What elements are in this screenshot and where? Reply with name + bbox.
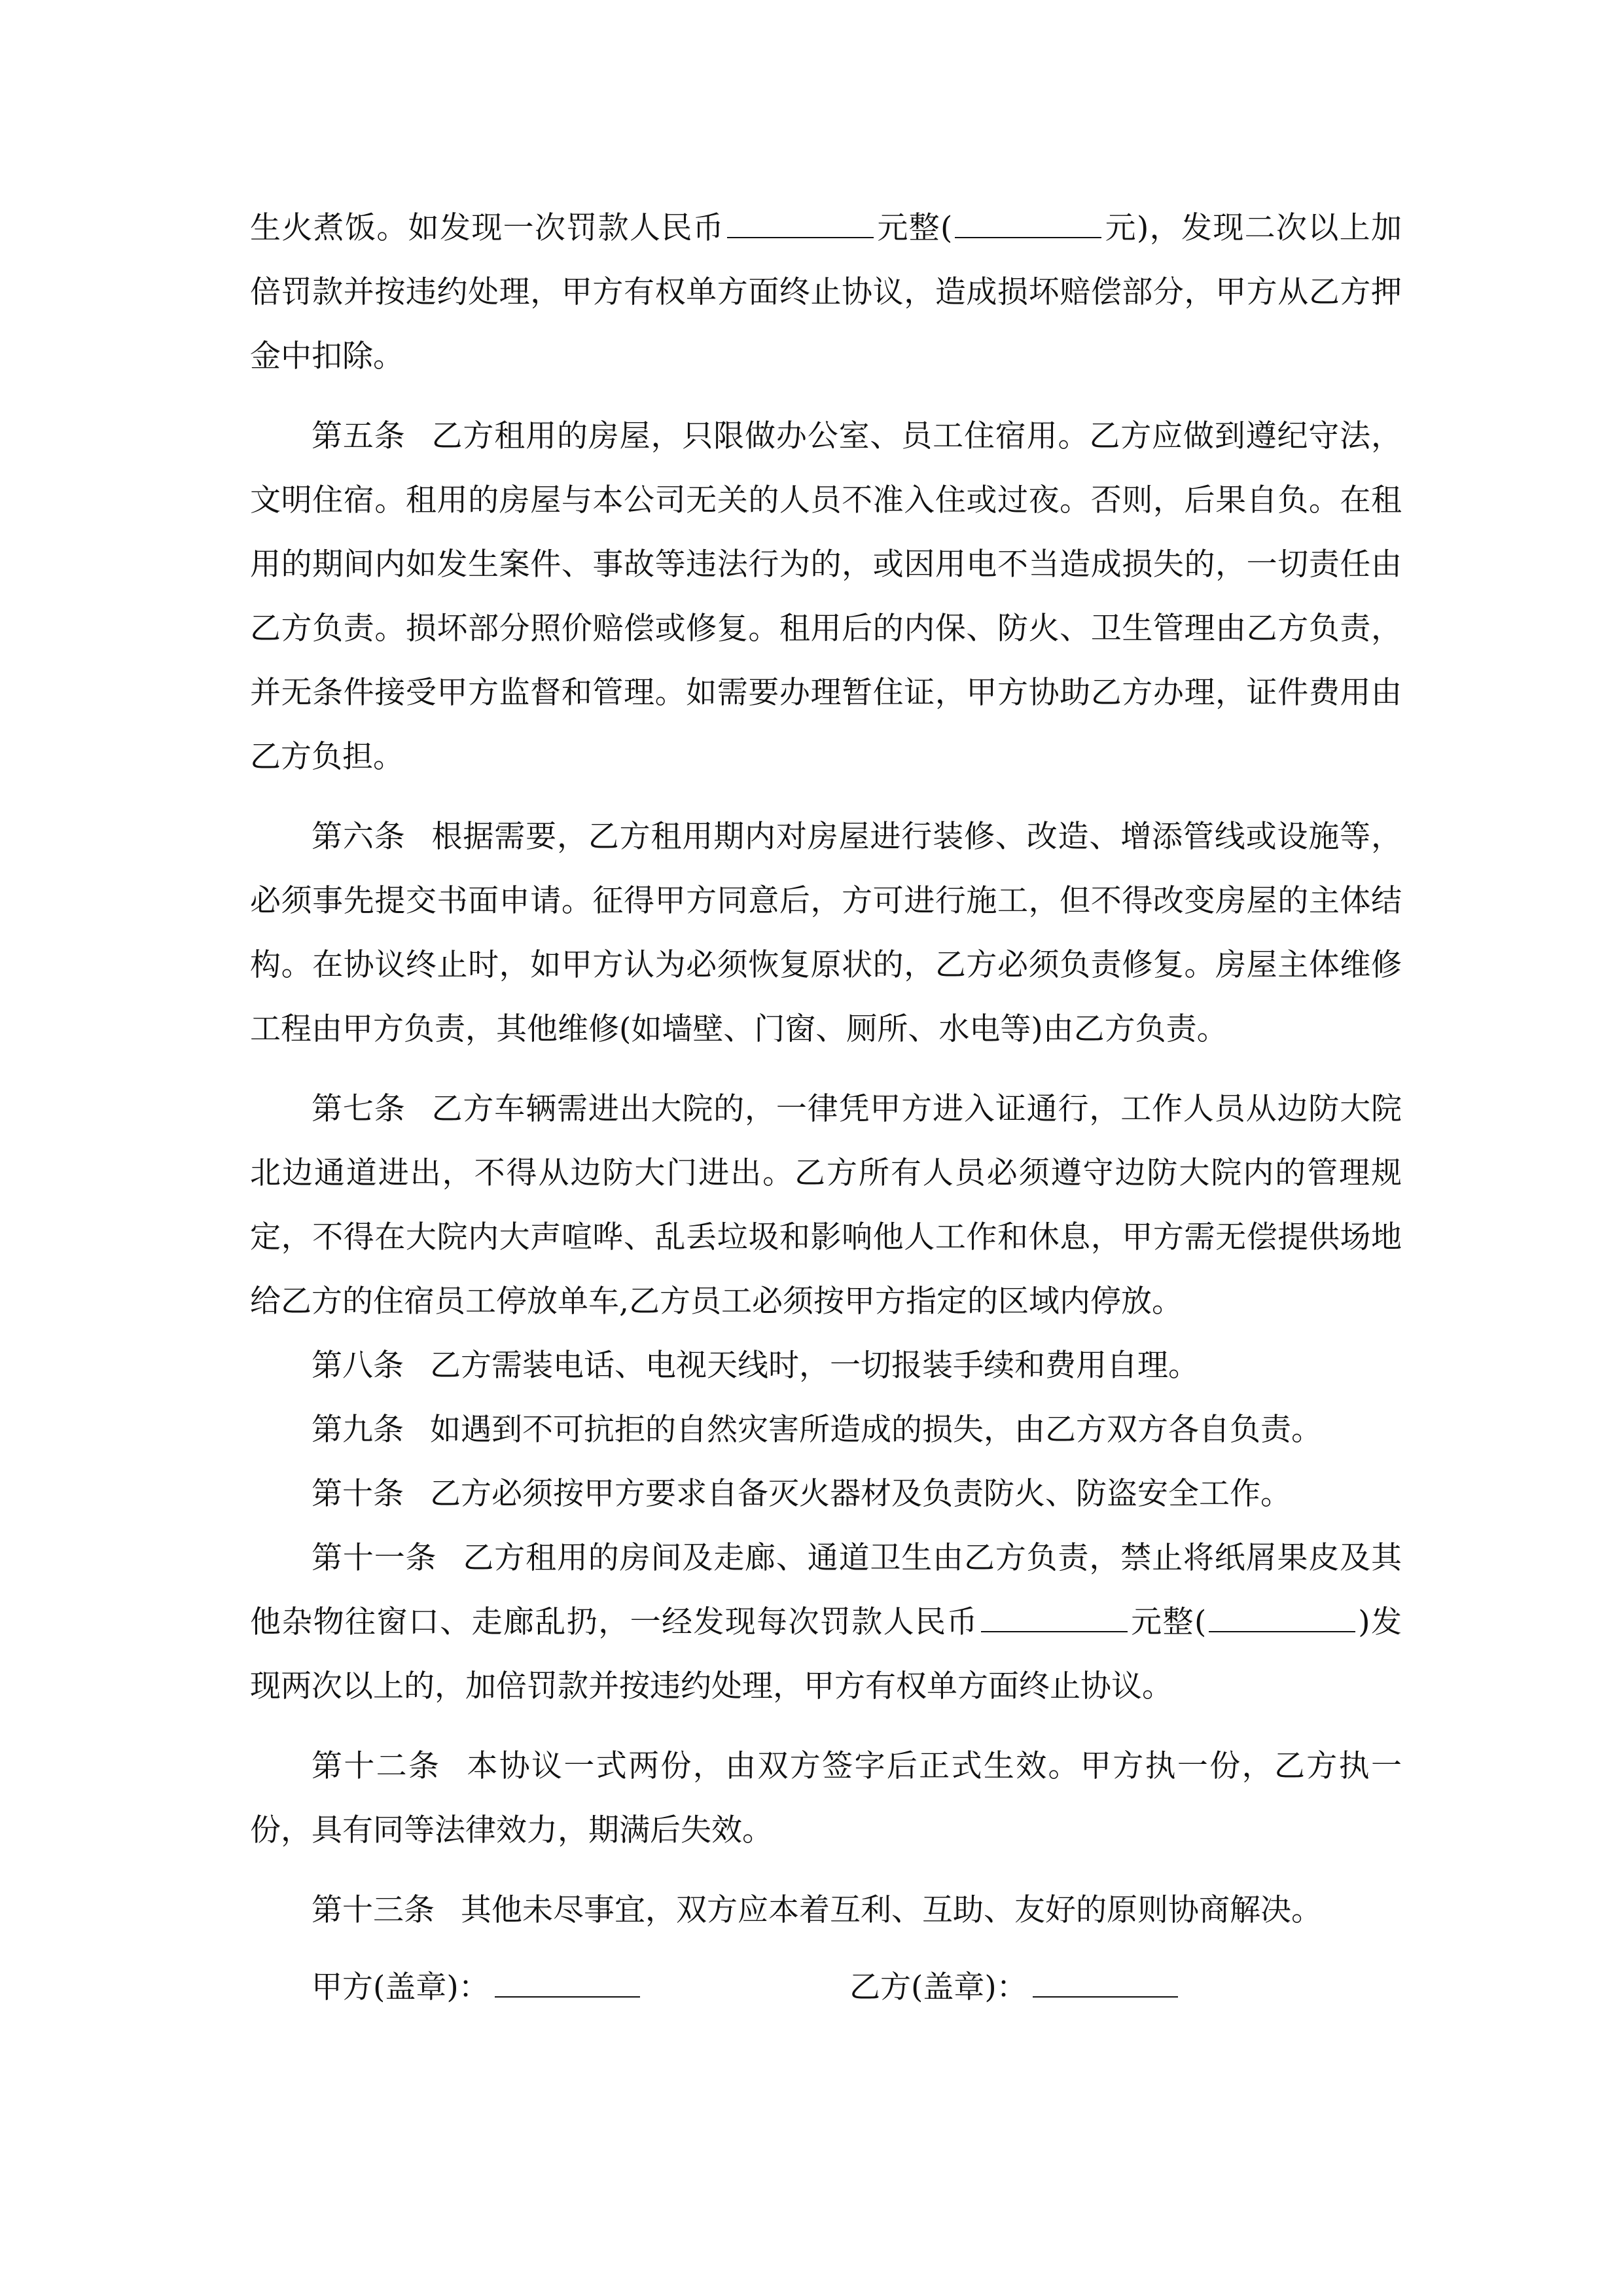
party-b-signature bbox=[849, 1956, 1178, 2020]
article-11-text-c: )发现两次以上的，加倍罚款并按违约处理，甲方有权单方面终止协议。 bbox=[250, 1604, 1402, 1704]
article-12-label: 第十二条 bbox=[312, 1748, 441, 1784]
article-8-label: 第八条 bbox=[312, 1348, 404, 1384]
article-5-text: 乙方租用的房屋，只限做办公室、员工住宿用。乙方应做到遵纪守法，文明住宿。租用的房屋与本公司无关的人员不准入住或过夜。否则，后果自负。在租用的期间内如发生案件、事故等违法行为的，或因用电不当造成损失的，一切责任由乙方负责。损坏部分照价赔偿或修复。租用后的内保、防火、卫生管理由乙方负责，并无条件接受甲方监督和管理。如需要办理暂住证，甲方协助乙方办理，证件费用由乙方负担。 bbox=[250, 418, 1402, 775]
article-9 bbox=[250, 1398, 1402, 1462]
para-top-text-a: 生火煮饭。如发现一次罚款人民币 bbox=[250, 210, 724, 246]
article-6 bbox=[250, 805, 1402, 1062]
fine-amount-blank[interactable] bbox=[727, 207, 874, 238]
article-12-text: 本协议一式两份，由双方签字后正式生效。甲方执一份，乙方执一份，具有同等法律效力，期满后失效。 bbox=[250, 1748, 1402, 1848]
party-b-signature-blank[interactable] bbox=[1033, 1966, 1178, 1998]
article-13-label: 第十三条 bbox=[312, 1892, 435, 1928]
party-a-signature bbox=[312, 1956, 640, 2020]
article-8 bbox=[250, 1334, 1402, 1398]
article-5 bbox=[250, 404, 1402, 789]
article-11-text-b: 元整( bbox=[1130, 1604, 1207, 1640]
article-12 bbox=[250, 1734, 1402, 1863]
fine-amount-figure-blank[interactable] bbox=[955, 207, 1101, 238]
article-5-label: 第五条 bbox=[312, 418, 406, 454]
article-6-label: 第六条 bbox=[312, 819, 406, 855]
article-7 bbox=[250, 1077, 1402, 1334]
article-9-label: 第九条 bbox=[312, 1412, 404, 1448]
article-10 bbox=[250, 1462, 1402, 1526]
party-a-label: 甲方(盖章)： bbox=[312, 1969, 490, 2005]
party-b-label: 乙方(盖章)： bbox=[849, 1969, 1027, 2005]
article-13-text: 其他未尽事宜，双方应本着互利、互助、友好的原则协商解决。 bbox=[461, 1892, 1322, 1928]
article-6-text: 根据需要，乙方租用期内对房屋进行装修、改造、增添管线或设施等，必须事先提交书面申请。征得甲方同意后，方可进行施工，但不得改变房屋的主体结构。在协议终止时，如甲方认为必须恢复原状的，乙方必须负责修复。房屋主体维修工程由甲方负责，其他维修(如墙壁、门窗、厕所、水电等)由乙方负责。 bbox=[250, 819, 1402, 1047]
party-a-signature-blank[interactable] bbox=[495, 1966, 640, 1998]
article-9-text: 如遇到不可抗拒的自然灾害所造成的损失，由乙方双方各自负责。 bbox=[430, 1412, 1322, 1448]
article-11-text-a: 乙方租用的房间及走廊、通道卫生由乙方负责，禁止将纸屑果皮及其他杂物往窗口、走廊乱扔，一经发现每次罚款人民币 bbox=[250, 1540, 1402, 1640]
fine-amount-figure-blank[interactable] bbox=[1209, 1601, 1355, 1632]
article-10-label: 第十条 bbox=[312, 1476, 404, 1512]
paragraph-continued bbox=[250, 196, 1402, 389]
para-top-text-c: 元)，发现二次以上加倍罚款并按违约处理，甲方有权单方面终止协议，造成损坏赔偿部分，甲方从乙方押金中扣除。 bbox=[250, 210, 1402, 374]
document-body bbox=[250, 196, 1402, 1943]
article-13 bbox=[250, 1878, 1402, 1943]
article-7-text: 乙方车辆需进出大院的，一律凭甲方进入证通行，工作人员从边防大院北边通道进出，不得从边防大门进出。乙方所有人员必须遵守边防大院内的管理规定，不得在大院内大声喧哗、乱丢垃圾和影响他人工作和休息，甲方需无偿提供场地给乙方的住宿员工停放单车,乙方员工必须按甲方指定的区域内停放。 bbox=[250, 1091, 1402, 1319]
para-top-text-b: 元整( bbox=[876, 210, 953, 246]
article-11-label: 第十一条 bbox=[312, 1540, 437, 1576]
signature-row bbox=[312, 1956, 1359, 2020]
article-11 bbox=[250, 1526, 1402, 1719]
article-10-text: 乙方必须按甲方要求自备灭火器材及负责防火、防盗安全工作。 bbox=[430, 1476, 1291, 1512]
article-8-text: 乙方需装电话、电视天线时，一切报装手续和费用自理。 bbox=[430, 1348, 1199, 1384]
article-7-label: 第七条 bbox=[312, 1091, 406, 1127]
fine-amount-blank[interactable] bbox=[981, 1601, 1128, 1632]
